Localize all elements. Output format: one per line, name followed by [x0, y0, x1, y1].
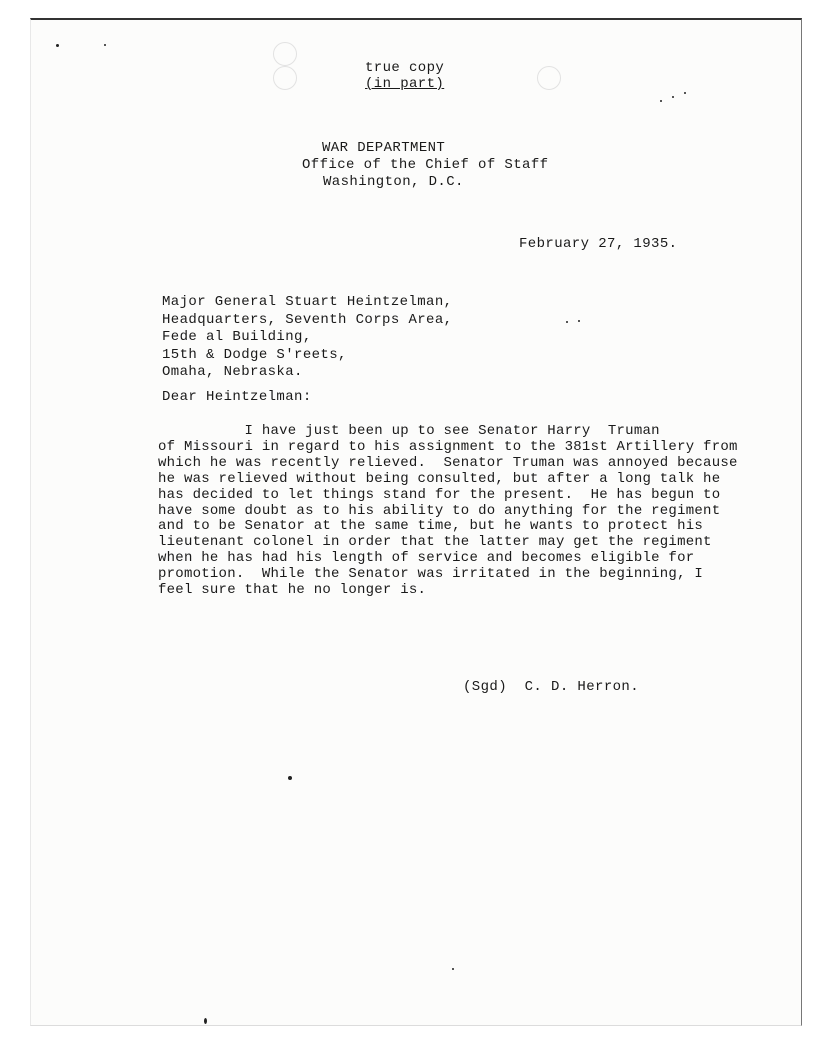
copy-annotation-part: (in part): [365, 76, 445, 92]
recipient-address: [162, 294, 452, 382]
body-line: and to be Senator at the same time, but he wants to protect his: [158, 518, 704, 535]
punch-hole: [273, 42, 297, 66]
body-line: feel sure that he no longer is.: [158, 582, 427, 599]
body-line: has decided to let things stand for the present. He has begun to: [158, 486, 721, 503]
scan-speck: [672, 96, 674, 98]
body-line: he was relieved without being consulted, but after a long talk he: [158, 470, 721, 487]
letterhead-city: Washington, D.C.: [323, 174, 464, 190]
scan-speck: [104, 44, 106, 46]
scan-speck: [660, 100, 662, 102]
scan-speck: [204, 1018, 207, 1024]
scan-speck: [56, 44, 59, 47]
body-line: I have just been up to see Senator Harry Truman: [158, 423, 660, 439]
salutation: Dear Heintzelman:: [162, 389, 312, 405]
scan-speck: [566, 321, 568, 323]
body-line: have some doubt as to his ability to do anything for the regiment: [158, 502, 721, 519]
body-line: lieutenant colonel in order that the latter may get the regiment: [158, 534, 712, 551]
body-line: which he was recently relieved. Senator Truman was annoyed because: [158, 454, 738, 471]
scan-speck: [578, 320, 580, 322]
address-line: Omaha, Nebraska.: [162, 364, 303, 380]
address-line: Major General Stuart Heintzelman,: [162, 294, 453, 310]
punch-hole: [273, 66, 297, 90]
address-line: Headquarters, Seventh Corps Area,: [162, 311, 453, 328]
letter-date: February 27, 1935.: [519, 236, 678, 252]
address-line: 15th & Dodge S'reets,: [162, 346, 347, 363]
letter-body: [158, 424, 758, 599]
body-line: when he has had his length of service and becomes eligible for: [158, 550, 695, 567]
letterhead-office: Office of the Chief of Staff: [302, 157, 549, 173]
scan-speck: [288, 776, 292, 780]
scan-speck: [452, 968, 454, 970]
body-line: of Missouri in regard to his assignment to the 381st Artillery from: [158, 438, 738, 455]
scan-speck: [684, 92, 686, 94]
body-line: promotion. While the Senator was irritated in the beginning, I: [158, 566, 704, 583]
copy-annotation: true copy: [365, 60, 445, 76]
punch-hole: [537, 66, 561, 90]
letterhead-department: WAR DEPARTMENT: [322, 140, 446, 156]
signature: (Sgd) C. D. Herron.: [463, 679, 640, 695]
address-line: Fede al Building,: [162, 329, 312, 345]
